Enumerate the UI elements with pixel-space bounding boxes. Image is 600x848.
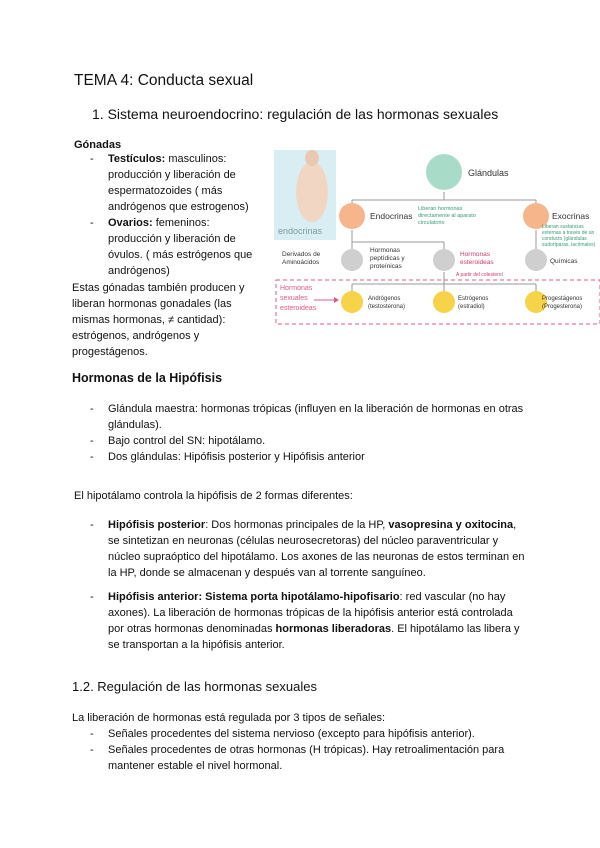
exocrinas-label: Exocrinas	[552, 211, 590, 221]
peptidicas-label: Hormonas peptídicas y proteínicas	[370, 247, 405, 270]
progestagenos-label: Progestágenos (Progesterona)	[542, 296, 583, 310]
section12-intro: La liberación de hormonas está regulada por 3 tipos de señales:	[72, 712, 386, 724]
term: Hipófisis anterior: Sistema porta hipotálamo-hipofisario	[108, 591, 400, 603]
text: : Dos hormonas principales de la HP,	[205, 519, 389, 531]
section-heading-1: 1. Sistema neuroendocrino: regulación de las hormonas sexuales	[92, 106, 499, 122]
glandulas-node	[426, 154, 462, 190]
esteroideas-label: Hormonas esteroideas	[460, 251, 494, 266]
text: . El hipotálamo las libera y se transportan a la hipófisis anterior.	[108, 623, 520, 651]
text: femeninos: producción y liberación de óvulos. ( más estrógenos que andrógenos)	[108, 217, 253, 277]
anterior-item	[90, 589, 530, 653]
text: masculinos: producción y liberación de espermatozoides ( más andrógenos que estrogenos)	[108, 153, 249, 213]
derivados-node	[341, 249, 363, 271]
arrow-head-icon	[334, 297, 339, 303]
exocrinas-note: Liberan sustancias externas a través de un conducto (glándulas sudoríparas, lacrimales)	[542, 224, 596, 248]
hipofisis-heading: Hormonas de la Hipófisis	[72, 371, 223, 385]
derivados-label: Derivados de Aminoácidos	[282, 251, 321, 266]
list-item: - Glándula maestra: hormonas trópicas (influyen en la liberación de hormonas en otras glándulas).	[90, 401, 530, 433]
estrogenos-label: Estrógenos (estradiol)	[458, 296, 489, 310]
text: , se sintetizan en neuronas (células neurosecretoras) del núcleo paraventricular y núcleo supraóptico del hipotálamo. Los axones de las neuronas de estos terminan en la HP, donde se almacenan y después van al torrente sanguíneo.	[108, 519, 525, 579]
term: Ovarios:	[108, 217, 153, 229]
androgenos-node	[341, 291, 363, 313]
list-item	[90, 151, 260, 215]
list-item	[90, 589, 530, 653]
posterior-item	[90, 517, 530, 581]
glandulas-label: Glándulas	[468, 168, 509, 178]
list-item: - Señales procedentes del sistema nervioso (excepto para hipófisis anterior).	[90, 726, 530, 742]
section-heading-1-2: 1.2. Regulación de las hormonas sexuales	[72, 679, 317, 694]
control-intro: El hipotálamo controla la hipófisis de 2 formas diferentes:	[74, 490, 353, 502]
list-item	[90, 517, 530, 581]
estrogenos-node	[433, 291, 455, 313]
androgenos-label: Andrógenos (testosterona)	[368, 296, 406, 310]
list-item: - Señales procedentes de otras hormonas (H trópicas). Hay retroalimentación para mantener estable el nivel hormonal.	[90, 742, 530, 774]
gonadas-list	[90, 151, 260, 279]
head-shape	[305, 150, 319, 166]
gonadas-paragraph: Estas gónadas también producen y liberan hormonas gonadales (las mismas hormonas, ≠ cantidad): estrógenos, andrógenos y progestágenos.	[72, 282, 245, 358]
hormones-diagram	[274, 150, 600, 340]
bold-text: vasopresina y oxitocina	[388, 519, 514, 531]
quimicas-node	[525, 249, 547, 271]
list-item	[90, 215, 260, 279]
torso-shape	[296, 162, 328, 222]
sexuales-label: Hormonas sexuales esteroideas	[280, 285, 317, 312]
list-item: - Bajo control del SN: hipotálamo.	[90, 433, 530, 449]
hipofisis-list	[90, 401, 530, 465]
endocrinas-label: Endocrinas	[370, 211, 413, 221]
section12-list	[90, 726, 530, 774]
page-title: TEMA 4: Conducta sexual	[74, 72, 254, 89]
gonadas-heading: Gónadas	[74, 139, 122, 151]
endocrinas-note: Liberan hormonas directamente al aparato circulatorio	[418, 206, 476, 226]
term: Hipófisis posterior	[108, 519, 206, 531]
endocrinas-image-label: endocrinas	[278, 226, 323, 236]
text: : red vascular (no hay axones). La liberación de hormonas trópicas de la hipófisis anterior está controlada por otras hormonas denominadas	[108, 591, 513, 635]
esteroideas-note: A partir del colesterol	[456, 272, 503, 278]
term: Testículos:	[108, 153, 166, 165]
quimicas-label: Químicas	[550, 258, 578, 265]
bold-text: hormonas liberadoras	[275, 623, 392, 635]
endocrinas-node	[339, 203, 365, 229]
list-item: - Dos glándulas: Hipófisis posterior y Hipófisis anterior	[90, 449, 530, 465]
esteroideas-node	[433, 249, 455, 271]
